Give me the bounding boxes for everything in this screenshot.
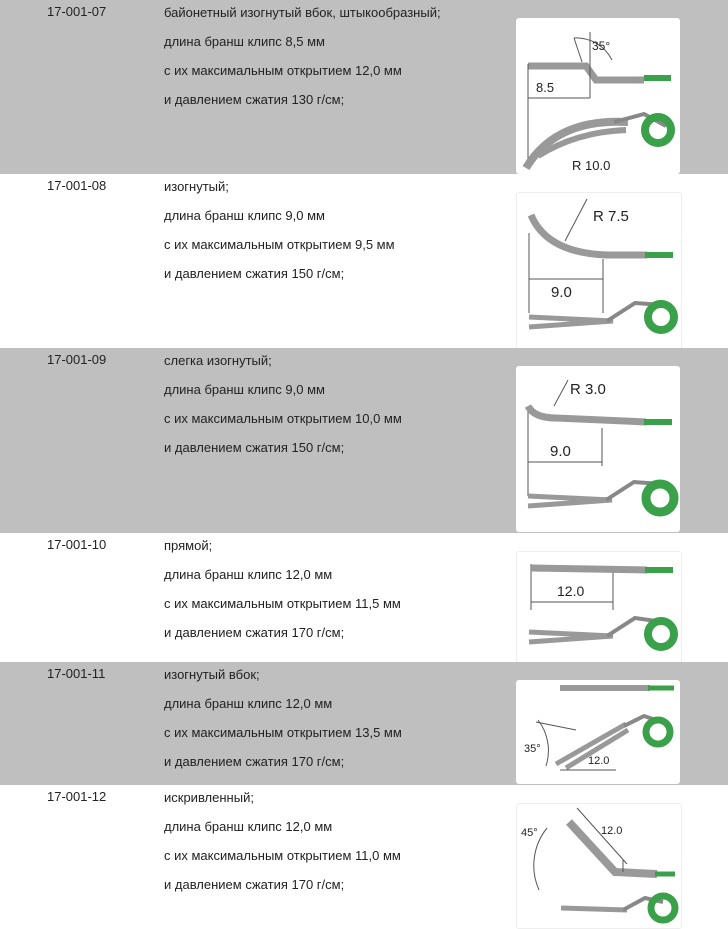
product-code: 17-001-09: [47, 352, 107, 367]
dimension-label: 8.5: [536, 80, 555, 95]
product-type: слегка изогнутый;: [164, 353, 272, 368]
product-description: [164, 666, 402, 776]
closing-pressure: и давлением сжатия 170 г/см;: [164, 754, 345, 769]
angle-label: 45°: [521, 827, 538, 839]
product-code: 17-001-10: [47, 537, 107, 552]
product-type: байонетный изогнутый вбок, штыкообразный;: [164, 5, 441, 20]
product-code: 17-001-12: [47, 789, 107, 804]
dimension-label: 12.0: [557, 583, 585, 599]
dimension-label: 9.0: [551, 284, 572, 301]
clip-diagram: [516, 680, 680, 784]
product-description: [164, 4, 441, 114]
jaw-length: длина бранш клипс 9,0 мм: [164, 208, 325, 223]
jaw-length: длина бранш клипс 9,0 мм: [164, 382, 325, 397]
product-code: 17-001-11: [47, 666, 106, 681]
radius-label: R 10.0: [572, 158, 611, 173]
clip-diagram: [516, 551, 682, 663]
jaw-length: длина бранш клипс 12,0 мм: [164, 819, 333, 834]
radius-label: R 3.0: [570, 381, 606, 398]
radius-label: R 7.5: [593, 208, 629, 225]
closing-pressure: и давлением сжатия 150 г/см;: [164, 440, 345, 455]
product-code: 17-001-07: [47, 4, 107, 19]
product-row: [0, 533, 728, 662]
jaw-length: длина бранш клипс 12,0 мм: [164, 696, 333, 711]
closing-pressure: и давлением сжатия 130 г/см;: [164, 92, 345, 107]
closing-pressure: и давлением сжатия 150 г/см;: [164, 266, 345, 281]
max-opening: с их максимальным открытием 9,5 мм: [164, 237, 395, 252]
jaw-length: длина бранш клипс 8,5 мм: [164, 34, 325, 49]
dimension-label: 12.0: [588, 755, 610, 767]
clip-diagram: [516, 18, 680, 174]
product-description: [164, 352, 402, 462]
product-row: [0, 662, 728, 785]
max-opening: с их максимальным открытием 11,5 мм: [164, 596, 401, 611]
product-type: искривленный;: [164, 790, 254, 805]
max-opening: с их максимальным открытием 12,0 мм: [164, 63, 402, 78]
product-code: 17-001-08: [47, 178, 107, 193]
closing-pressure: и давлением сжатия 170 г/см;: [164, 625, 345, 640]
dimension-label: 9.0: [550, 443, 571, 460]
product-type: прямой;: [164, 538, 213, 553]
product-description: [164, 789, 401, 899]
angle-label: 35°: [524, 743, 541, 755]
product-row: [0, 0, 728, 174]
product-row: [0, 174, 728, 348]
max-opening: с их максимальным открытием 13,5 мм: [164, 725, 402, 740]
product-description: [164, 537, 401, 647]
angle-label: 35°: [592, 39, 611, 53]
product-row: [0, 785, 728, 928]
product-type: изогнутый вбок;: [164, 667, 260, 682]
product-description: [164, 178, 395, 288]
jaw-length: длина бранш клипс 12,0 мм: [164, 567, 333, 582]
max-opening: с их максимальным открытием 11,0 мм: [164, 848, 401, 863]
clip-diagram: [516, 192, 682, 350]
clip-diagram: [516, 803, 682, 929]
closing-pressure: и давлением сжатия 170 г/см;: [164, 877, 345, 892]
max-opening: с их максимальным открытием 10,0 мм: [164, 411, 402, 426]
clip-diagram: [516, 366, 680, 532]
dimension-label: 12.0: [601, 825, 623, 837]
product-row: [0, 348, 728, 533]
product-type: изогнутый;: [164, 179, 229, 194]
